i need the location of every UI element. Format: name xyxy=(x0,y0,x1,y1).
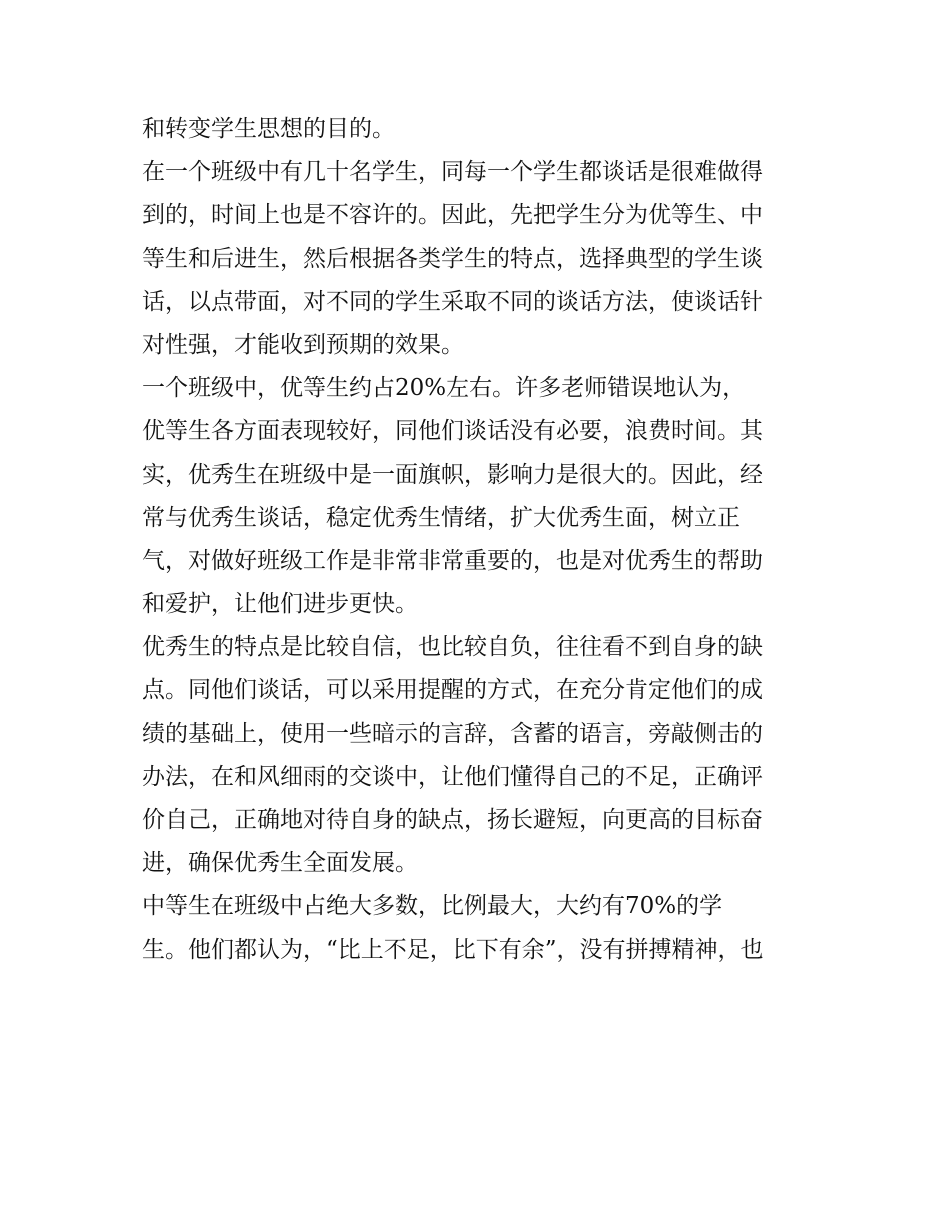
text-line: 常与优秀生谈话，稳定优秀生情绪，扩大优秀生面，树立正 xyxy=(142,504,740,531)
text-line: 办法，在和风细雨的交谈中，让他们懂得自己的不足，正确评 xyxy=(142,763,763,790)
text-line: 等生和后进生，然后根据各类学生的特点，选择典型的学生谈 xyxy=(142,245,763,272)
text-line: 优等生各方面表现较好，同他们谈话没有必要，浪费时间。其 xyxy=(142,418,763,445)
text-line: 一个班级中，优等生约占20%左右。许多老师错误地认为， xyxy=(142,375,746,402)
text-line: 到的，时间上也是不容许的。因此，先把学生分为优等生、中 xyxy=(142,202,763,229)
body-text xyxy=(142,108,822,972)
text-line: 点。同他们谈话，可以采用提醒的方式，在充分肯定他们的成 xyxy=(142,677,763,704)
text-line: 中等生在班级中占绝大多数，比例最大，大约有70%的学 xyxy=(142,893,723,920)
text-line: 优秀生的特点是比较自信，也比较自负，往往看不到自身的缺 xyxy=(142,634,763,661)
text-line: 气，对做好班级工作是非常非常重要的，也是对优秀生的帮助 xyxy=(142,547,763,574)
text-line: 对性强，才能收到预期的效果。 xyxy=(142,331,464,358)
text-line: 实，优秀生在班级中是一面旗帜，影响力是很大的。因此，经 xyxy=(142,461,763,488)
text-line: 价自己，正确地对待自身的缺点，扬长避短，向更高的目标奋 xyxy=(142,807,763,833)
text-line: 和爱护，让他们进步更快。 xyxy=(142,591,418,618)
text-line: 话，以点带面，对不同的学生采取不同的谈话方法，使谈话针 xyxy=(142,288,763,315)
text-line: 和转变学生思想的目的。 xyxy=(142,116,395,142)
text-line: 绩的基础上，使用一些暗示的言辞，含蓄的语言，旁敲侧击的 xyxy=(142,720,763,747)
text-line: 生。他们都认为，“比上不足，比下有余”，没有拼搏精神，也 xyxy=(142,936,764,963)
text-line: 在一个班级中有几十名学生，同每一个学生都谈话是很难做得 xyxy=(142,159,763,186)
text-line: 进，确保优秀生全面发展。 xyxy=(142,850,418,877)
